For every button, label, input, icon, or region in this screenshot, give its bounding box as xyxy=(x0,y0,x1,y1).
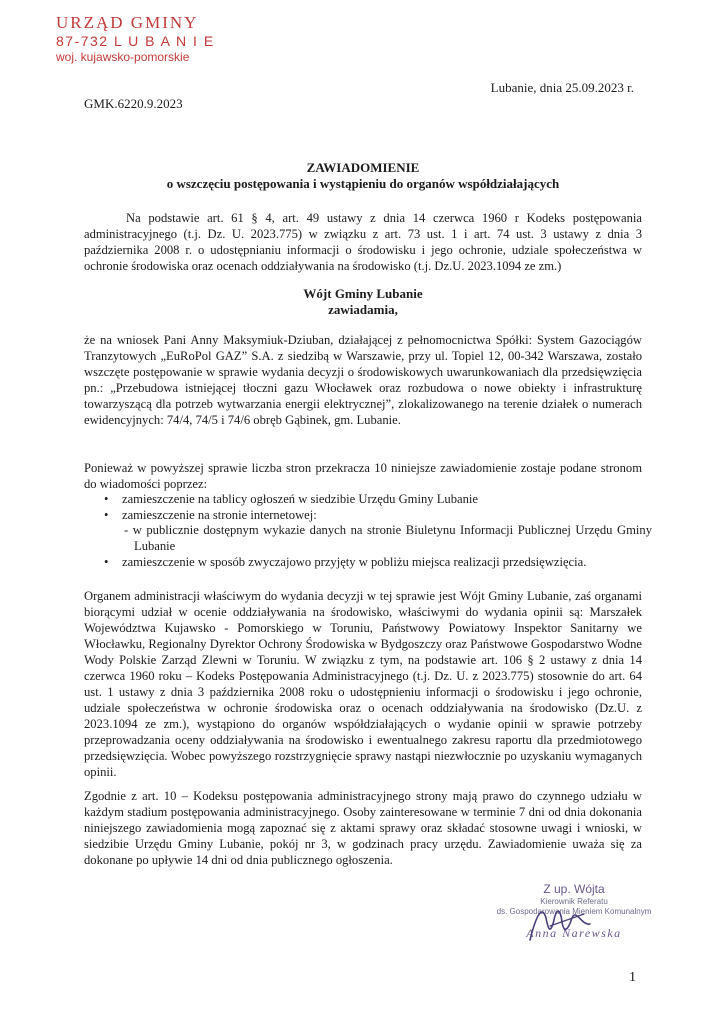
final-paragraph: Zgodnie z art. 10 – Kodeksu postępowania administracyjnego strony mają prawo do czynnego udziału w każdym stadium postępowania administracyjnego. Osoby zainteresowane w terminie 7 dni od dnia dokonania niniejszego zawiadomienia mogą zapoznać się z aktami sprawy oraz składać stosowne uwagi i wnioski, w siedzibie Urzędu Gminy Lubanie, pokój nr 3, w godzinach pracy urzędu. Zawiadomienie uważa się za dokonane po upływie 14 dni od dnia publicznego ogłoszenia. xyxy=(84,789,642,867)
list-item: • zamieszczenie na tablicy ogłoszeń w siedzibie Urzędu Gminy Lubanie xyxy=(104,491,642,507)
signature-department: ds. Gospodarowania Mieniem Komunalnym xyxy=(496,907,652,916)
place-and-date: Lubanie, dnia 25.09.2023 r. xyxy=(490,80,634,95)
notice-intro: Ponieważ w powyższej sprawie liczba stron przekracza 10 niniejsze zawiadomienie zostaje podane stronom do wiadomości poprzez: xyxy=(84,461,642,491)
organs-paragraph: Organem administracji właściwym do wydania decyzji w tej sprawie jest Wójt Gminy Lubanie, zaś organami biorącymi udział w ocenie oddziaływania na środowisko, właściwymi do wydania opinii są: Marszałek Województwa Kujawsko - Pomorskiego w Toruniu, Państwowy Powiatowy Inspektor Sanitarny we Włocławku, Regionalny Dyrektor Ochrony Środowiska w Bydgoszczy oraz Państwowe Gospodarstwo Wodne Wody Polskie Zarząd Zlewni w Toruniu. W związku z tym, na podstawie art. 106 § 2 ustawy z dnia 14 czerwca 1960 roku – Kodeks Postępowania Administracyjnego (t.j. Dz. U. z 2023.775) stosownie do art. 64 ust. 1 ustawy z dnia 3 października 2008 roku o udostępnieniu informacji o środowisku i jego ochronie, udziale społeczeństwa w ochronie środowiska oraz o ocenach oddziaływania na środowisko (Dz.U. z 2023.1094 ze zm.), wystąpiono do organów współdziałających o wydanie opinii w sprawie potrzeby przeprowadzania oceny oddziaływania na środowisko i ewentualnego zakresu raportu dla przedmiotowego przedsięwzięcia. Wobec powyższego rozstrzygnięcie sprawy nastąpi niezwłocznie po uzyskaniu wymaganych opinii. xyxy=(84,589,642,779)
stamp-voivodeship: woj. kujawsko-pomorskie xyxy=(56,49,190,64)
signature-position: Kierownik Referatu xyxy=(540,897,608,906)
notice-list xyxy=(104,507,642,523)
handwritten-signature xyxy=(520,896,600,948)
page-number: 1 xyxy=(629,970,636,985)
signature-name: Anna Narewska xyxy=(526,926,622,940)
list-sub-item: - w publicznie dostępnym wykazie danych na stronie Biuletynu Informacji Publicznej Urzędu Gminy Lubanie xyxy=(124,523,652,553)
notice-list xyxy=(104,491,642,507)
stamp-office-name: URZĄD GMINY xyxy=(56,13,199,32)
main-paragraph: że na wniosek Pani Anny Maksymiuk-Dziuban, działającej z pełnomocnictwa Spółki: System Gazociągów Tranzytowych „EuRoPol GAZ” S.A. z siedzibą w Warszawie, przy ul. Topiel 12, 00-342 Warszawa, zostało wszczęte postępowanie w sprawie wydania decyzji o środowiskowych uwarunkowaniach dla przedsięwzięcia pn.: „Przebudowa istniejącej tłoczni gazu Włocławek oraz rozbudowa o nowe obiekty i infrastrukturę towarzyszącą dla potrzeb wytwarzania energii elektrycznej”, zlokalizowanego na terenie działek o numerach ewidencyjnych: 74/4, 74/5 i 74/6 obręb Gąbinek, gm. Lubanie. xyxy=(84,333,642,427)
office-stamp xyxy=(56,14,215,63)
list-item: • zamieszczenie na stronie internetowej: xyxy=(104,507,642,523)
reference-number: GMK.6220.9.2023 xyxy=(84,96,183,111)
legal-basis-paragraph: Na podstawie art. 61 § 4, art. 49 ustawy z dnia 14 czerwca 1960 r Kodeks postępowania administracyjnego (t.j. Dz. U. 2023.775) w związku z art. 73 ust. 1 i art. 74 ust. 3 ustawy z dnia 3 października 2008 r. o udostępnianiu informacji o środowisku i jego ochronie, udziale społeczeństwa w ochronie środowiska oraz ocenach oddziaływania na środowisko (t.j. Dz.U. 2023.1094 ze zm.) xyxy=(84,211,642,273)
stamp-postal-address: 87-732 L U B A N I E xyxy=(56,32,215,49)
notice-list xyxy=(104,554,642,570)
list-item: • zamieszczenie w sposób zwyczajowo przyjęty w pobliżu miejsca realizacji przedsięwzięcia. xyxy=(104,554,642,570)
document-title: ZAWIADOMIENIE xyxy=(306,160,420,175)
document-subtitle: o wszczęciu postępowania i wystąpieniu do organów współdziałających xyxy=(166,176,560,191)
announcer-name: Wójt Gminy Lubanie xyxy=(303,286,423,301)
signature-authority: Z up. Wójta xyxy=(543,882,605,896)
announcer-verb: zawiadamia, xyxy=(328,302,398,317)
